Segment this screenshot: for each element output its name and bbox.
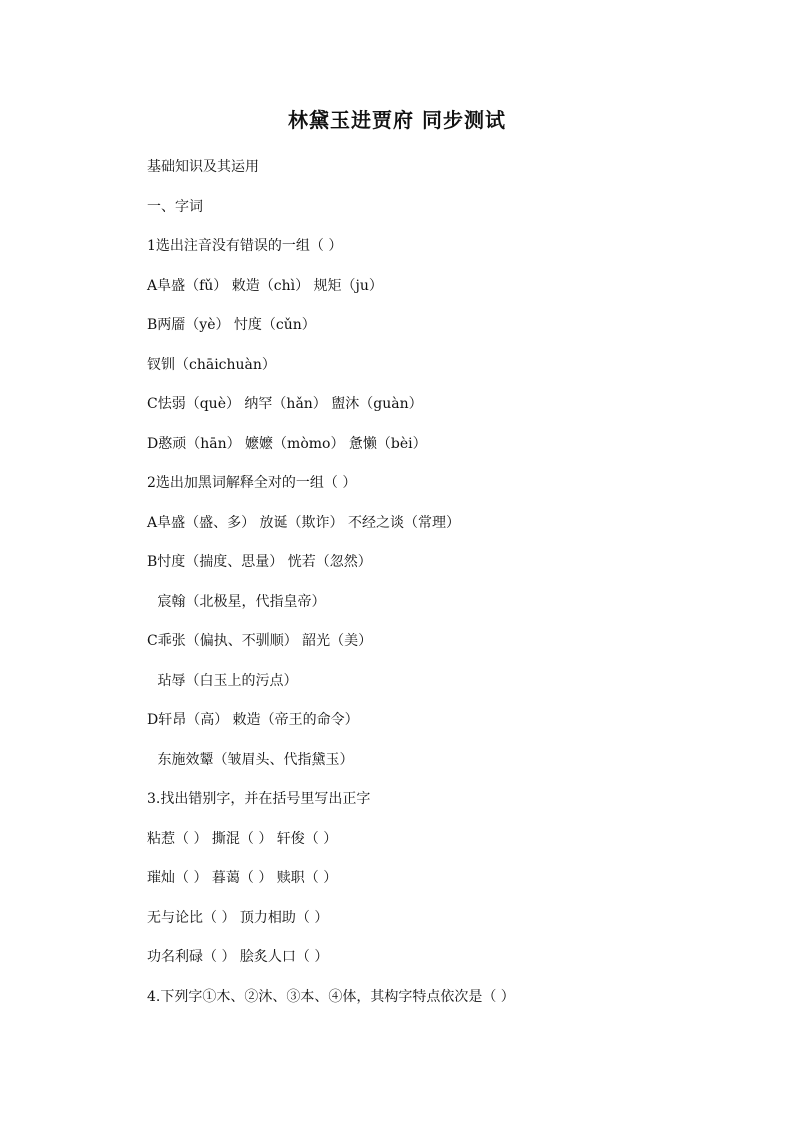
document-body bbox=[147, 156, 707, 1025]
q2-option-d: D轩昂（高） 敕造（帝王的命令） bbox=[147, 712, 359, 728]
section-heading: 基础知识及其运用 bbox=[147, 159, 259, 175]
q2-option-c-cont: 玷辱（白玉上的污点） bbox=[153, 672, 298, 689]
q2-option-d-cont: 东施效颦（皱眉头、代指黛玉） bbox=[153, 751, 354, 768]
q1-option-b-cont: 钗钏（chāichuàn） bbox=[147, 356, 276, 373]
q2-option-a: A阜盛（盛、多） 放诞（欺诈） 不经之谈（常理） bbox=[147, 514, 461, 531]
subsection-heading: 一、字词 bbox=[147, 198, 203, 215]
q3-row-4: 功名利碌（ ） 脍炙人口（ ） bbox=[147, 949, 329, 965]
q1-option-d: D憨顽（hān） 嬷嬷（mòmo） 惫懒（bèi） bbox=[147, 435, 427, 452]
question-4: 4.下列字①木、②沐、③本、④体，其构字特点依次是（ ） bbox=[147, 988, 515, 1005]
question-3: 3.找出错别字，并在括号里写出正字 bbox=[147, 791, 371, 807]
question-2: 2选出加黑词解释全对的一组（ ） bbox=[147, 475, 357, 491]
q1-option-c: C怯弱（què） 纳罕（hǎn） 盥沐（guàn） bbox=[147, 396, 423, 412]
q3-row-1: 粘惹（ ） 撕混（ ） 轩俊（ ） bbox=[147, 830, 338, 847]
question-1: 1选出注音没有错误的一组（ ） bbox=[147, 238, 343, 254]
q1-option-a: A阜盛（fǔ） 敕造（chì） 规矩（ju） bbox=[147, 277, 383, 294]
q2-option-c: C乖张（偏执、不驯顺） 韶光（美） bbox=[147, 633, 373, 649]
q2-option-b-cont: 宸翰（北极星，代指皇帝） bbox=[153, 593, 326, 610]
page-title: 林黛玉进贾府 同步测试 bbox=[288, 108, 506, 132]
q3-row-3: 无与论比（ ） 顶力相助（ ） bbox=[147, 909, 329, 926]
q3-row-2: 璀灿（ ） 暮蔼（ ） 赎职（ ） bbox=[147, 870, 338, 886]
q2-option-b: B忖度（揣度、思量） 恍若（忽然） bbox=[147, 554, 372, 570]
q1-option-b: B两靥（yè） 忖度（cǔn） bbox=[147, 317, 316, 333]
